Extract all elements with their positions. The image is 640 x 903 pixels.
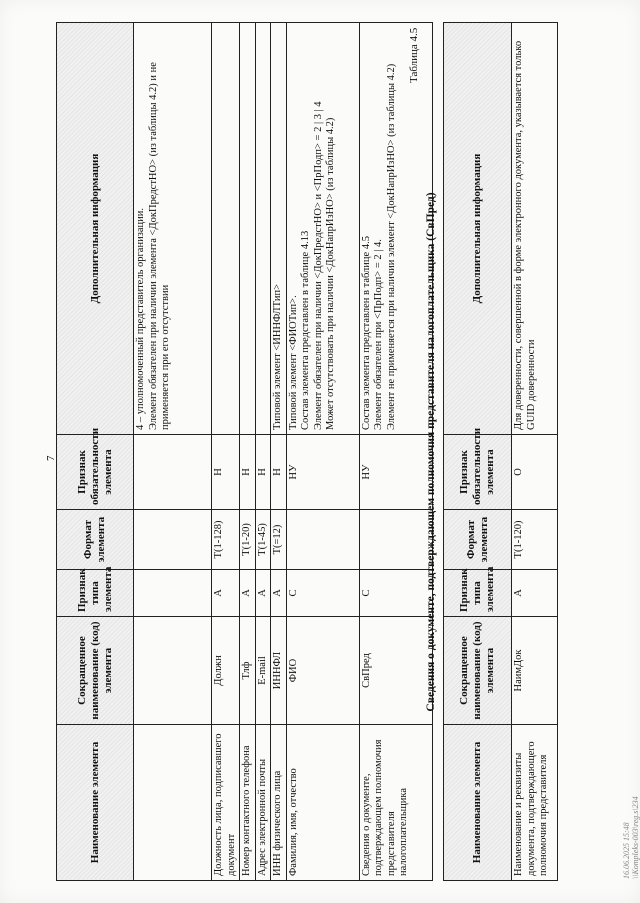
header-additional-info: Дополнительная информация: [57, 23, 134, 435]
table-header-row: [444, 23, 512, 881]
cell-element-name: [255, 725, 271, 881]
table-row: [240, 23, 256, 881]
cell-element-required: [212, 435, 240, 510]
header-element-code: Сокращенное наименование (код) элемента: [444, 617, 512, 725]
cell-line: Элемент обязателен при <ПрПодп> = 2 | 4.: [373, 239, 384, 430]
cell-line: Н: [213, 468, 224, 476]
cell-line: ФИО: [287, 658, 299, 683]
cell-line: Состав элемента представлен в таблице 4.5: [360, 236, 372, 430]
cell-element-format: [212, 510, 240, 570]
cell-element-code: [359, 617, 432, 725]
cell-element-required: [512, 435, 558, 510]
cell-element-type: [240, 570, 256, 617]
cell-line: ИННФЛ: [272, 651, 283, 690]
table-row: [271, 23, 287, 881]
header-element-name: Наименование элемента: [444, 725, 512, 881]
cell-element-type: [286, 570, 359, 617]
table-row: [255, 23, 271, 881]
cell-additional-info: [512, 23, 558, 435]
cell-element-format: [240, 510, 256, 570]
cell-element-code: [271, 617, 287, 725]
cell-line: Н: [241, 468, 252, 476]
table-row: [359, 23, 432, 881]
cell-line: E-mail: [256, 656, 268, 685]
cell-element-type: [512, 570, 558, 617]
cell-line: T(1-120): [513, 520, 524, 559]
cell-line: Элемент обязателен при наличии <ДокПредстНО> и <ПрПодп> = 2 | 3 | 4: [312, 101, 324, 430]
cell-line: НУ: [287, 464, 299, 480]
section-title: Сведения о документе, подтверждающем полномочия представителя налогоплательщика (СвПред): [425, 192, 437, 712]
cell-line: Состав элемента представлен в таблице 4.13: [300, 230, 311, 430]
cell-additional-info: [271, 23, 287, 435]
cell-element-type: [271, 570, 287, 617]
cell-line: Должность лица, подписавшего документ: [213, 733, 237, 876]
cell-element-name: [512, 725, 558, 881]
table-header-row: [57, 23, 134, 881]
cell-element-format: [286, 510, 359, 570]
cell-line: Н: [272, 468, 283, 476]
header-element-required: Признак обязательности элемента: [57, 435, 134, 510]
table-row: [134, 23, 212, 881]
cell-line: Элемент не применяется при наличии элемент <ДокНапрИзНО> (из таблицы 4.2): [385, 63, 397, 430]
cell-line: СвПред: [360, 653, 372, 688]
cell-line: Типовой элемент <ФИОТип>.: [287, 295, 299, 430]
table1-body: [134, 23, 433, 881]
page-number: 7: [45, 455, 57, 461]
cell-additional-info: [212, 23, 240, 435]
cell-element-code: [240, 617, 256, 725]
header-element-format: Формат элемента: [444, 510, 512, 570]
cell-line: ИНН физического лица: [272, 770, 283, 876]
cell-element-name: [212, 725, 240, 881]
table-row: [286, 23, 359, 881]
cell-line: Для доверенности, совершенной в форме электронного документа, указывается только GUID доверенности: [513, 40, 537, 430]
cell-element-format: [359, 510, 432, 570]
cell-element-format: [255, 510, 271, 570]
cell-element-name: [271, 725, 287, 881]
cell-element-type: [212, 570, 240, 617]
cell-line: T(=12): [272, 524, 283, 555]
cell-line: А: [256, 589, 268, 597]
cell-line: Адрес электронной почты: [256, 758, 268, 876]
cell-line: С: [360, 589, 372, 597]
header-element-type: Признак типа элемента: [57, 570, 134, 617]
cell-element-type: [255, 570, 271, 617]
header-additional-info: Дополнительная информация: [444, 23, 512, 435]
cell-line: Наименование и реквизиты документа, подтверждающего полномочия представителя: [513, 741, 549, 876]
cell-additional-info: [134, 23, 212, 435]
header-element-name: Наименование элемента: [57, 725, 134, 881]
cell-element-required: [359, 435, 432, 510]
table-row: [212, 23, 240, 881]
table2-body: [512, 23, 558, 881]
cell-element-required: [240, 435, 256, 510]
cell-element-required: [255, 435, 271, 510]
cell-element-code: [286, 617, 359, 725]
cell-element-format: [512, 510, 558, 570]
header-element-required: Признак обязательности элемента: [444, 435, 512, 510]
print-stamp: [622, 796, 640, 879]
cell-line: 4 – уполномоченный представитель организации.: [135, 208, 146, 430]
cell-element-required: [134, 435, 212, 510]
cell-line: А: [272, 589, 283, 597]
cell-line: О: [513, 468, 524, 476]
cell-element-code: [255, 617, 271, 725]
cell-additional-info: [240, 23, 256, 435]
cell-element-required: [271, 435, 287, 510]
cell-element-name: [134, 725, 212, 881]
cell-additional-info: [286, 23, 359, 435]
cell-element-format: [134, 510, 212, 570]
cell-element-name: [286, 725, 359, 881]
svpred-table: [443, 22, 558, 881]
table-label: Таблица 4.5: [408, 27, 420, 83]
table-row: [512, 23, 558, 881]
header-element-code: Сокращенное наименование (код) элемента: [57, 617, 134, 725]
header-element-type: Признак типа элемента: [444, 570, 512, 617]
cell-line: T(1-45): [256, 523, 268, 556]
cell-element-format: [271, 510, 287, 570]
stamp-line-2: \\Kompleks-003\reg.s\234: [631, 796, 640, 879]
cell-line: T(1-20): [241, 523, 252, 556]
cell-line: А: [513, 589, 524, 597]
cell-line: НаимДок: [513, 649, 524, 692]
cell-line: Сведения о документе, подтверждающем полномочия представителя налогоплательщика: [360, 739, 409, 876]
cell-element-required: [286, 435, 359, 510]
cell-element-type: [359, 570, 432, 617]
cell-line: А: [213, 589, 224, 597]
cell-line: А: [241, 589, 252, 597]
cell-element-type: [134, 570, 212, 617]
cell-line: T(1-128): [213, 520, 224, 559]
cell-element-name: [240, 725, 256, 881]
cell-additional-info: [359, 23, 432, 435]
elements-table: [56, 22, 433, 881]
cell-element-code: [212, 617, 240, 725]
cell-line: С: [287, 589, 299, 597]
stamp-line-1: 16.06.2025 15:48: [622, 822, 631, 879]
cell-element-code: [512, 617, 558, 725]
cell-line: Фамилия, имя, отчество: [287, 768, 299, 876]
cell-line: Тлф: [241, 661, 252, 680]
cell-line: Типовой элемент <ИННФЛТип>: [272, 284, 283, 430]
cell-line: Должн: [213, 655, 224, 686]
header-element-format: Формат элемента: [57, 510, 134, 570]
cell-line: НУ: [360, 464, 372, 480]
cell-line: Может отсутствовать при наличии <ДокНапрИзНО> (из таблицы 4.2): [325, 117, 336, 430]
cell-line: Элемент обязателен при наличии элемента <ДокПредстНО> (из таблицы 4.2) и не применяется при его отсутствии: [147, 62, 171, 430]
cell-element-code: [134, 617, 212, 725]
cell-line: Н: [256, 468, 268, 476]
cell-line: Номер контактного телефона: [241, 745, 252, 876]
cell-additional-info: [255, 23, 271, 435]
cell-element-name: [359, 725, 432, 881]
